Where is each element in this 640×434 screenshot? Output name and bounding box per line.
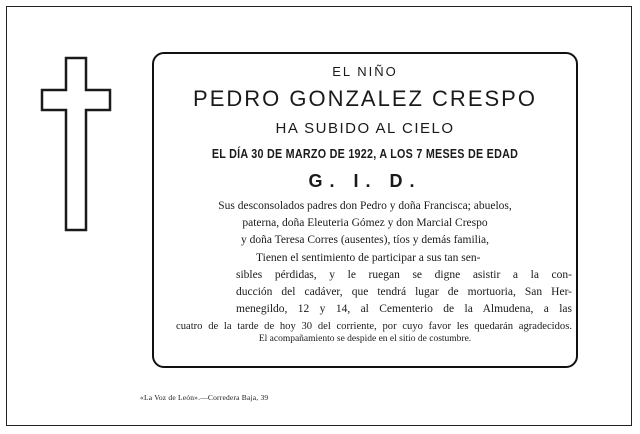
family-line: y doña Teresa Corres (ausentes), tíos y demás familia,: [240, 234, 490, 246]
cross-icon: [40, 56, 112, 232]
death-date-line: EL DÍA 30 DE MARZO DE 1922, A LOS 7 MESES DE EDAD: [211, 147, 519, 161]
request-paragraph: [176, 250, 572, 335]
request-line: sibles pérdidas, y le ruegan se digne asistir a la con-: [236, 269, 572, 281]
family-line: paterna, doña Eleuteria Gómez y don Marcial Crespo: [242, 217, 488, 229]
family-paragraph: [154, 198, 576, 249]
printer-imprint: «La Voz de León».—Corredera Baja, 39: [140, 393, 269, 402]
escort-note: El acompañamiento se despide en el sitio de costumbre.: [258, 334, 472, 344]
death-notice: [152, 52, 578, 368]
request-line: ducción del cadáver, que tendrá lugar de mortuoria, San Her-: [236, 286, 572, 298]
request-line: menegildo, 12 y 14, al Cementerio de la Almudena, a las: [236, 303, 572, 315]
request-line: cuatro de la tarde de hoy 30 del corriente, por cuyo favor les quedarán agradecidos.: [176, 321, 572, 332]
deceased-name: PEDRO GONZALEZ CRESPO: [193, 86, 537, 111]
family-line: Sus desconsolados padres don Pedro y doña Francisca; abuelos,: [218, 200, 512, 212]
notice-child-label: EL NIÑO: [332, 64, 398, 79]
request-line: Tienen el sentimiento de participar a sus tan sen-: [256, 252, 481, 264]
ascended-line: HA SUBIDO AL CIELO: [275, 120, 455, 137]
gid-line: G. I. D.: [308, 171, 422, 191]
